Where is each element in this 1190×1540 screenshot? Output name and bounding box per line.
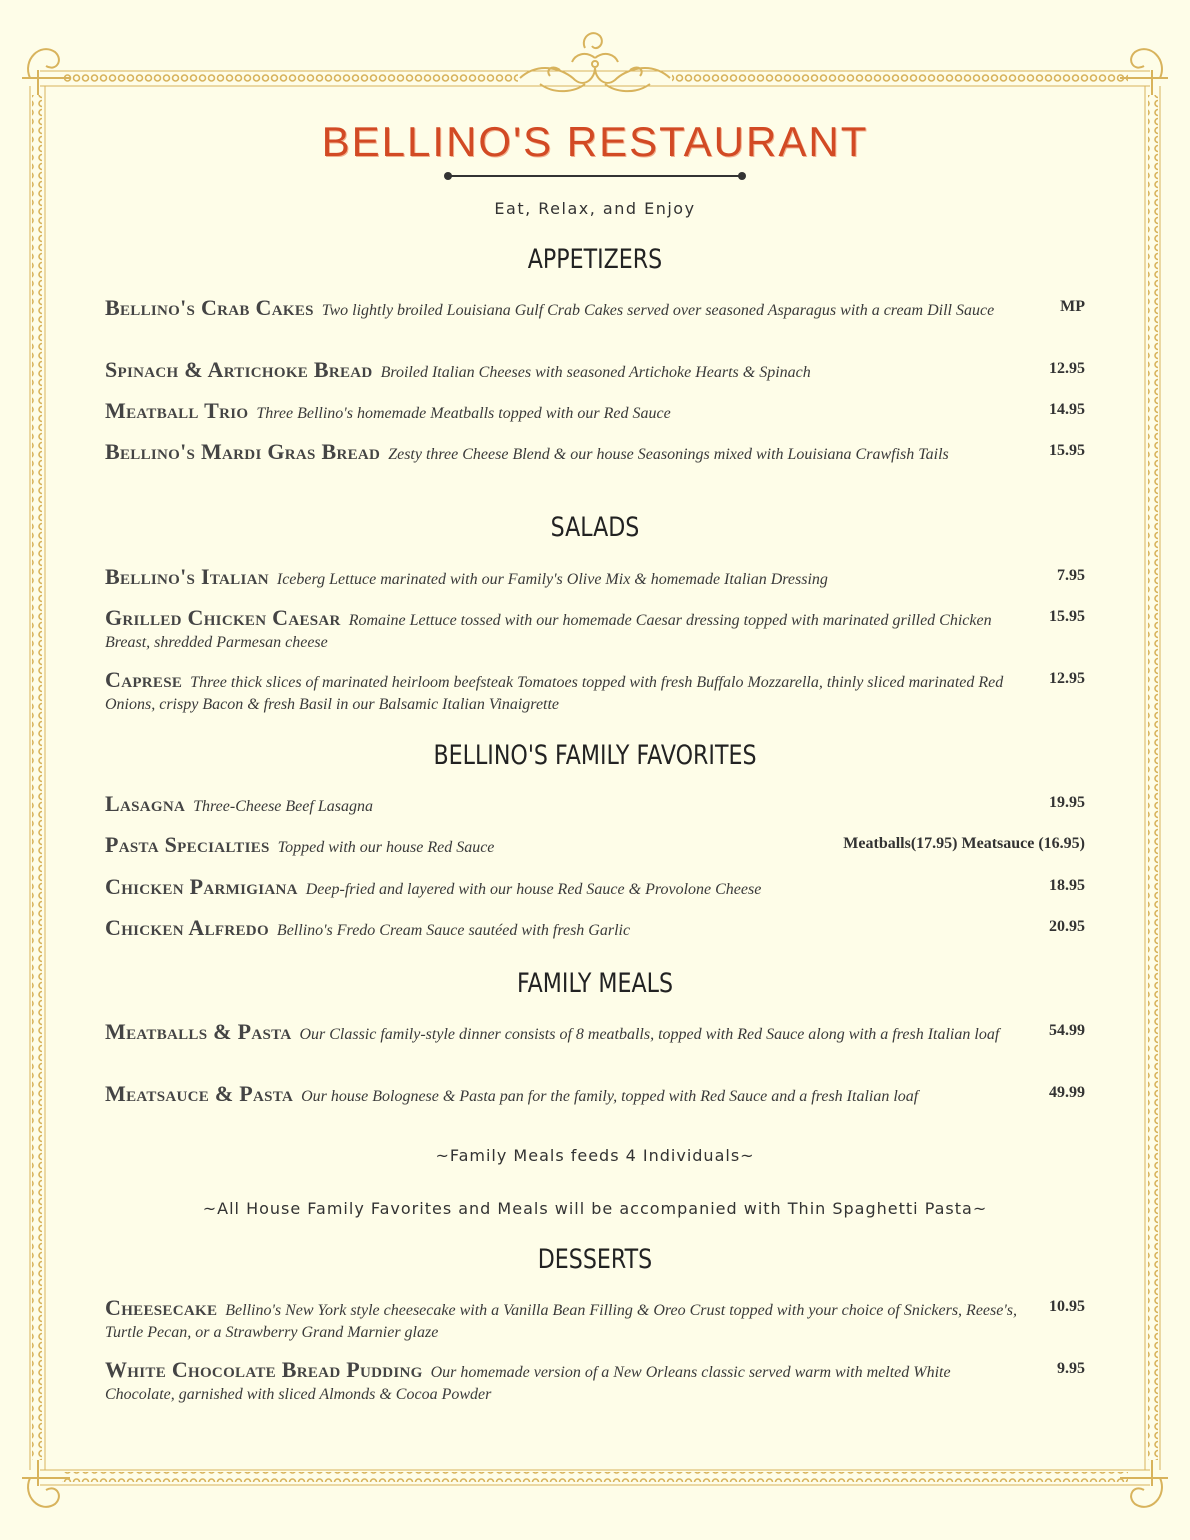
item-name: Spinach & Artichoke Bread — [105, 357, 373, 382]
item-name: White Chocolate Bread Pudding — [105, 1357, 423, 1382]
menu-item — [105, 793, 1085, 818]
menu-item — [105, 359, 1085, 384]
item-description: Romaine Lettuce tossed with our homemade Caesar dressing topped with marinated grilled Chicken Breast, shredded Parmesan cheese — [105, 612, 992, 651]
item-name: Caprese — [105, 667, 183, 692]
item-description: Broiled Italian Cheeses with seasoned Artichoke Hearts & Spinach — [380, 364, 811, 381]
menu-item — [105, 1021, 1085, 1046]
item-name: Chicken Alfredo — [105, 915, 269, 940]
menu-item — [105, 297, 1085, 322]
item-price: 10.95 — [1049, 1298, 1085, 1315]
item-price: MP — [1060, 298, 1085, 315]
menu-item — [105, 834, 1085, 859]
section-title-appetizers: APPETIZERS — [527, 244, 663, 275]
item-description: Bellino's New York style cheesecake with a Vanilla Bean Filling & Oreo Crust topped with your choice of Snickers, Reese's, Turtle Pecan, or a Strawberry Grand Marnier glaze — [105, 1302, 1017, 1341]
section-title-family-meals: FAMILY MEALS — [516, 968, 674, 999]
item-price: 20.95 — [1049, 918, 1085, 935]
menu-item — [105, 917, 1085, 942]
menu-item — [105, 876, 1085, 901]
item-price: 15.95 — [1049, 442, 1085, 459]
item-description: Our Classic family-style dinner consists of 8 meatballs, topped with Red Sauce along with a fresh Italian loaf — [299, 1026, 1000, 1043]
menu-item — [105, 607, 1085, 654]
item-description: Topped with our house Red Sauce — [277, 839, 495, 856]
section-title-salads: SALADS — [550, 512, 640, 543]
item-price: 54.99 — [1049, 1022, 1085, 1039]
item-name: Chicken Parmigiana — [105, 874, 298, 899]
item-description: Two lightly broiled Louisiana Gulf Crab Cakes served over seasoned Asparagus with a cream Dill Sauce — [321, 302, 995, 319]
item-description: Iceberg Lettuce marinated with our Family's Olive Mix & homemade Italian Dressing — [276, 571, 828, 588]
item-description: Three Bellino's homemade Meatballs topped with our Red Sauce — [256, 405, 671, 422]
menu-item — [105, 1297, 1085, 1344]
section-title-desserts: DESSERTS — [537, 1244, 653, 1275]
item-name: Cheesecake — [105, 1295, 218, 1320]
item-name: Meatballs & Pasta — [105, 1019, 292, 1044]
item-description: Zesty three Cheese Blend & our house Seasonings mixed with Louisiana Crawfish Tails — [388, 446, 949, 463]
restaurant-title: BELLINO'S RESTAURANT — [321, 118, 869, 165]
item-description: Three thick slices of marinated heirloom beefsteak Tomatoes topped with fresh Buffalo Mozzarella, thinly sliced marinated Red Onions, crispy Bacon & fresh Basil in our Balsamic Italian Vinaigrette — [105, 674, 1004, 713]
tagline: Eat, Relax, and Enjoy — [494, 199, 696, 218]
item-description: Our homemade version of a New Orleans classic served warm with melted White Chocolate, garnished with sliced Almonds & Cocoa Powder — [105, 1364, 951, 1403]
item-description: Bellino's Fredo Cream Sauce sautéed with fresh Garlic — [276, 922, 631, 939]
section-title-family-favorites: BELLINO'S FAMILY FAVORITES — [433, 740, 757, 771]
item-price: 15.95 — [1049, 608, 1085, 625]
item-price: 12.95 — [1049, 360, 1085, 377]
menu-item — [105, 566, 1085, 591]
item-name: Bellino's Crab Cakes — [105, 295, 314, 320]
menu-item — [105, 441, 1085, 466]
item-name: Pasta Specialties — [105, 832, 270, 857]
item-description: Our house Bolognese & Pasta pan for the family, topped with Red Sauce and a fresh Italian loaf — [301, 1088, 919, 1105]
title-divider — [444, 170, 746, 182]
item-description: Deep-fried and layered with our house Red Sauce & Provolone Cheese — [305, 881, 762, 898]
menu-item — [105, 1083, 1085, 1108]
item-price: 9.95 — [1057, 1360, 1085, 1377]
item-price: 7.95 — [1057, 567, 1085, 584]
item-price: 49.99 — [1049, 1084, 1085, 1101]
item-name: Meatball Trio — [105, 398, 249, 423]
pasta-accompaniment-note: ~All House Family Favorites and Meals will be accompanied with Thin Spaghetti Pasta~ — [202, 1199, 988, 1218]
item-price: Meatballs(17.95) Meatsauce (16.95) — [843, 835, 1085, 852]
family-meals-note: ~Family Meals feeds 4 Individuals~ — [435, 1146, 755, 1165]
item-price: 12.95 — [1049, 670, 1085, 687]
menu-item — [105, 400, 1085, 425]
item-price: 19.95 — [1049, 794, 1085, 811]
item-price: 18.95 — [1049, 877, 1085, 894]
item-name: Bellino's Mardi Gras Bread — [105, 439, 381, 464]
item-name: Meatsauce & Pasta — [105, 1081, 294, 1106]
menu-item — [105, 669, 1085, 716]
item-description: Three-Cheese Beef Lasagna — [193, 798, 373, 815]
item-name: Bellino's Italian — [105, 564, 269, 589]
menu-item — [105, 1359, 1085, 1406]
item-name: Grilled Chicken Caesar — [105, 605, 341, 630]
item-name: Lasagna — [105, 791, 186, 816]
item-price: 14.95 — [1049, 401, 1085, 418]
